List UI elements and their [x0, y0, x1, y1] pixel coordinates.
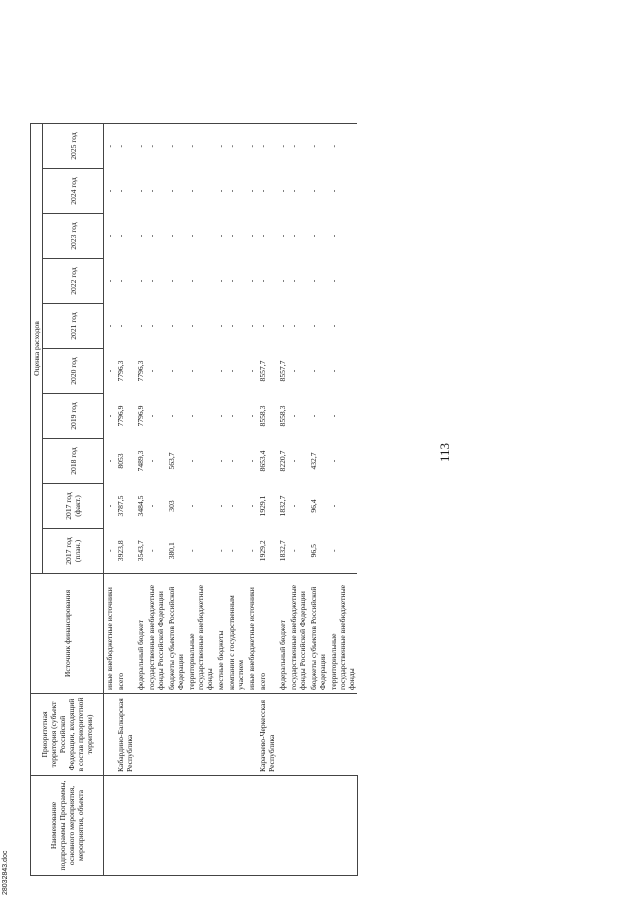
expenditure-table — [30, 123, 358, 876]
value-cell: - — [329, 414, 338, 418]
value-cell: - — [289, 324, 298, 328]
value-cell: - — [329, 459, 338, 463]
value-cell: - — [187, 549, 196, 553]
value-cell: - — [247, 279, 256, 283]
value-cell: - — [329, 234, 338, 238]
value-cell: - — [146, 124, 166, 169]
territory-cell — [166, 694, 186, 776]
value-cell: - — [187, 459, 196, 463]
table-row — [226, 124, 246, 876]
name-cell — [288, 776, 308, 876]
value-cell: 380,1 — [167, 542, 176, 560]
table-row — [146, 124, 166, 876]
header-name: Наименование подпрограммы Программы, основного мероприятия, мероприятия, объекта — [31, 776, 104, 876]
value-cell: - — [247, 504, 256, 508]
value-cell: - — [167, 324, 176, 328]
value-cell: - — [278, 324, 287, 328]
value-cell: 7796,9 — [136, 405, 145, 427]
header-year: 2018 год — [43, 439, 104, 484]
value-cell: 7796,3 — [136, 360, 145, 382]
value-cell: - — [167, 189, 176, 193]
value-cell: - — [105, 279, 114, 283]
value-cell: - — [309, 189, 318, 193]
value-cell: 8653,4 — [258, 450, 267, 472]
value-cell: 7796,3 — [116, 360, 125, 382]
value-cell: - — [187, 324, 196, 328]
value-cell: 8220,7 — [278, 450, 287, 472]
value-cell: - — [227, 189, 236, 193]
value-cell: - — [329, 369, 338, 373]
table-row — [308, 124, 328, 876]
value-cell: - — [116, 279, 125, 283]
value-cell: 8558,3 — [258, 405, 267, 427]
value-cell: - — [247, 459, 256, 463]
value-cell: - — [166, 124, 186, 169]
value-cell: - — [329, 324, 338, 328]
territory-cell — [288, 694, 308, 776]
name-cell — [328, 776, 357, 876]
name-cell — [277, 776, 288, 876]
value-cell: - — [187, 504, 196, 508]
territory-cell — [328, 694, 357, 776]
value-cell: - — [289, 279, 298, 283]
territory-cell — [146, 694, 166, 776]
value-cell: 8557,7 — [278, 360, 287, 382]
value-cell: - — [227, 504, 236, 508]
value-cell: - — [309, 414, 318, 418]
value-cell: - — [309, 324, 318, 328]
value-cell: - — [288, 124, 308, 169]
page-number: 113 — [437, 442, 452, 463]
table-row — [186, 124, 215, 876]
territory-cell — [186, 694, 215, 776]
value-cell: - — [187, 189, 196, 193]
value-cell: - — [216, 414, 225, 418]
territory-cell — [104, 694, 116, 776]
value-cell: - — [105, 324, 114, 328]
value-cell: - — [247, 414, 256, 418]
header-territory: Приоритетная территория (субъект Российской Федерации, входящий в состав приоритетной территории) — [31, 694, 104, 776]
value-cell: - — [278, 234, 287, 238]
source-cell: иные внебюджетные источники — [246, 574, 257, 694]
value-cell: - — [147, 324, 156, 328]
value-cell: - — [216, 189, 225, 193]
value-cell: - — [247, 369, 256, 373]
territory-cell: Кабардино-Балкарская Республика — [115, 694, 135, 776]
value-cell: - — [216, 324, 225, 328]
source-cell: федеральный бюджет — [135, 574, 146, 694]
territory-cell — [215, 694, 226, 776]
value-cell: 1929,1 — [258, 495, 267, 517]
value-cell: - — [167, 234, 176, 238]
header-year: 2020 год — [43, 349, 104, 394]
value-cell: - — [186, 124, 215, 169]
value-cell: - — [216, 549, 225, 553]
value-cell: - — [277, 124, 288, 169]
value-cell: - — [147, 549, 156, 553]
value-cell: - — [105, 189, 114, 193]
value-cell: - — [289, 504, 298, 508]
value-cell: - — [289, 414, 298, 418]
value-cell: - — [147, 234, 156, 238]
territory-cell: Карачаево-Черкесская Республика — [257, 694, 277, 776]
value-cell: - — [147, 414, 156, 418]
value-cell: - — [216, 234, 225, 238]
name-cell — [215, 776, 226, 876]
value-cell: - — [187, 279, 196, 283]
territory-cell — [246, 694, 257, 776]
name-cell — [146, 776, 166, 876]
territory-cell — [308, 694, 328, 776]
source-cell: бюджеты субъектов Российской Федерации — [166, 574, 186, 694]
value-cell: - — [289, 189, 298, 193]
value-cell: - — [105, 234, 114, 238]
value-cell: - — [135, 124, 146, 169]
name-cell — [135, 776, 146, 876]
value-cell: - — [215, 124, 226, 169]
value-cell: - — [247, 324, 256, 328]
value-cell: - — [104, 124, 116, 169]
value-cell: - — [258, 279, 267, 283]
name-cell — [115, 776, 135, 876]
value-cell: - — [116, 234, 125, 238]
value-cell: - — [247, 234, 256, 238]
value-cell: - — [187, 369, 196, 373]
source-cell: территориальные государственные внебюджетные фонды — [328, 574, 357, 694]
value-cell: - — [105, 549, 114, 553]
source-cell: компании с государственным участием — [226, 574, 246, 694]
name-cell — [166, 776, 186, 876]
value-cell: - — [289, 234, 298, 238]
value-cell: - — [216, 279, 225, 283]
header-year: 2017 год (план.) — [43, 529, 104, 574]
value-cell: - — [227, 234, 236, 238]
value-cell: - — [329, 279, 338, 283]
value-cell: 7796,9 — [116, 405, 125, 427]
source-cell: всего — [115, 574, 135, 694]
value-cell: - — [278, 189, 287, 193]
value-cell: 7489,3 — [136, 450, 145, 472]
name-cell — [257, 776, 277, 876]
value-cell: - — [216, 504, 225, 508]
header-year: 2017 год (факт.) — [43, 484, 104, 529]
source-cell: всего — [257, 574, 277, 694]
value-cell: - — [247, 549, 256, 553]
value-cell: 8053 — [116, 453, 125, 469]
value-cell: - — [147, 369, 156, 373]
value-cell: - — [136, 279, 145, 283]
value-cell: - — [136, 189, 145, 193]
table-row — [215, 124, 226, 876]
value-cell: - — [216, 369, 225, 373]
source-cell: территориальные государственные внебюджетные фонды — [186, 574, 215, 694]
header-expense-group: Оценка расходов — [31, 124, 43, 574]
source-cell: федеральный бюджет — [277, 574, 288, 694]
table-row — [115, 124, 135, 876]
value-cell: 96,4 — [309, 499, 318, 513]
value-cell: - — [227, 369, 236, 373]
value-cell: 3923,8 — [116, 540, 125, 562]
value-cell: 3543,7 — [136, 540, 145, 562]
source-cell: бюджеты субъектов Российской Федерации — [308, 574, 328, 694]
document-id: 28032843.doc — [2, 850, 9, 895]
value-cell: - — [105, 414, 114, 418]
value-cell: 3484,5 — [136, 495, 145, 517]
value-cell: - — [227, 324, 236, 328]
value-cell: 563,7 — [167, 452, 176, 470]
table-row — [246, 124, 257, 876]
value-cell: - — [289, 549, 298, 553]
value-cell: - — [309, 234, 318, 238]
value-cell: - — [147, 459, 156, 463]
value-cell: - — [258, 189, 267, 193]
value-cell: 303 — [167, 500, 176, 512]
territory-cell — [135, 694, 146, 776]
header-year: 2025 год — [43, 124, 104, 169]
name-cell — [308, 776, 328, 876]
table-row — [288, 124, 308, 876]
value-cell: 432,7 — [309, 452, 318, 470]
value-cell: - — [105, 504, 114, 508]
header-year: 2023 год — [43, 214, 104, 259]
name-cell — [104, 776, 116, 876]
value-cell: - — [187, 414, 196, 418]
value-cell: 96,5 — [309, 544, 318, 558]
value-cell: - — [329, 189, 338, 193]
source-cell: иные внебюджетные источники — [104, 574, 116, 694]
value-cell: - — [227, 414, 236, 418]
value-cell: - — [258, 324, 267, 328]
territory-cell — [226, 694, 246, 776]
table-row — [166, 124, 186, 876]
value-cell: - — [246, 124, 257, 169]
name-cell — [246, 776, 257, 876]
value-cell: - — [136, 324, 145, 328]
source-cell: государственные внебюджетные фонды Российской Федерации — [288, 574, 308, 694]
value-cell: - — [227, 549, 236, 553]
value-cell: 8558,3 — [278, 405, 287, 427]
name-cell — [226, 776, 246, 876]
header-year: 2024 год — [43, 169, 104, 214]
value-cell: 8557,7 — [258, 360, 267, 382]
value-cell: - — [187, 234, 196, 238]
header-year: 2022 год — [43, 259, 104, 304]
value-cell: - — [289, 369, 298, 373]
territory-cell — [277, 694, 288, 776]
value-cell: - — [167, 369, 176, 373]
value-cell: 3787,5 — [116, 495, 125, 517]
table-row — [135, 124, 146, 876]
value-cell: - — [278, 279, 287, 283]
value-cell: - — [329, 504, 338, 508]
value-cell: - — [226, 124, 246, 169]
value-cell: - — [227, 279, 236, 283]
value-cell: - — [116, 324, 125, 328]
value-cell: 1832,7 — [278, 540, 287, 562]
value-cell: - — [115, 124, 135, 169]
value-cell: - — [167, 414, 176, 418]
header-year: 2021 год — [43, 304, 104, 349]
table-row — [277, 124, 288, 876]
source-cell: государственные внебюджетные фонды Российской Федерации — [146, 574, 166, 694]
header-year: 2019 год — [43, 394, 104, 439]
table-row — [328, 124, 357, 876]
value-cell: - — [258, 234, 267, 238]
value-cell: 1832,7 — [278, 495, 287, 517]
value-cell: - — [116, 189, 125, 193]
value-cell: - — [308, 124, 328, 169]
value-cell: - — [257, 124, 277, 169]
table-row — [104, 124, 116, 876]
value-cell: 1929,2 — [258, 540, 267, 562]
value-cell: - — [105, 459, 114, 463]
name-cell — [186, 776, 215, 876]
value-cell: - — [105, 369, 114, 373]
value-cell: - — [167, 279, 176, 283]
value-cell: - — [136, 234, 145, 238]
value-cell: - — [247, 189, 256, 193]
value-cell: - — [227, 459, 236, 463]
value-cell: - — [289, 459, 298, 463]
table-row — [257, 124, 277, 876]
value-cell: - — [309, 369, 318, 373]
value-cell: - — [309, 279, 318, 283]
value-cell: - — [216, 459, 225, 463]
value-cell: - — [147, 189, 156, 193]
value-cell: - — [328, 124, 357, 169]
value-cell: - — [329, 549, 338, 553]
value-cell: - — [147, 504, 156, 508]
source-cell: местные бюджеты — [215, 574, 226, 694]
header-source: Источник финансирования — [31, 574, 104, 694]
value-cell: - — [147, 279, 156, 283]
